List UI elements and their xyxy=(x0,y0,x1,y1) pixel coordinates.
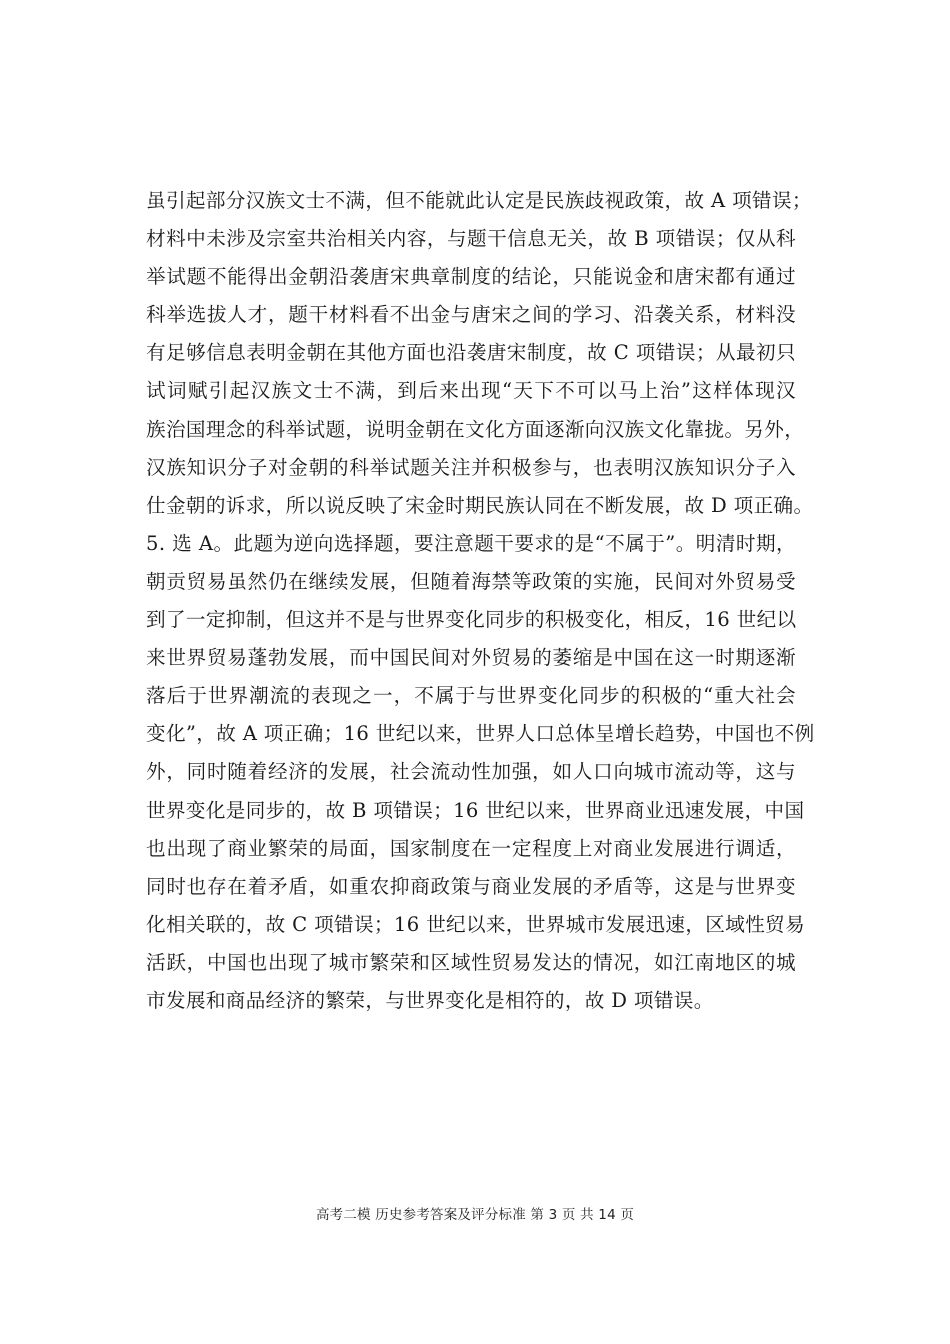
text-line: 材料中未涉及宗室共治相关内容，与题干信息无关，故 B 项错误；仅从科 xyxy=(146,227,796,251)
text-line: 举试题不能得出金朝沿袭唐宋典章制度的结论，只能说金和唐宋都有通过 xyxy=(146,265,796,289)
text-line: 来世界贸易蓬勃发展，而中国民间对外贸易的萎缩是中国在这一时期逐渐 xyxy=(146,646,796,670)
text-line: 市发展和商品经济的繁荣，与世界变化是相符的，故 D 项错误。 xyxy=(146,988,714,1012)
page-footer: 高考二模 历史参考答案及评分标准 第 3 页 共 14 页 xyxy=(315,1207,635,1223)
text-line: 世界变化是同步的，故 B 项错误；16 世纪以来，世界商业迅速发展，中国 xyxy=(146,798,805,822)
text-line: 族治国理念的科举试题，说明金朝在文化方面逐渐向汉族文化靠拢。另外， xyxy=(146,417,805,441)
text-line: 到了一定抑制，但这并不是与世界变化同步的积极变化，相反，16 世纪以 xyxy=(146,608,797,632)
answer-explanation-text xyxy=(146,182,815,1020)
text-line: 变化”，故 A 项正确；16 世纪以来，世界人口总体呈增长趋势，中国也不例 xyxy=(146,722,815,746)
text-line: 活跃，中国也出现了城市繁荣和区域性贸易发达的情况，如江南地区的城 xyxy=(146,950,796,974)
text-line: 有足够信息表明金朝在其他方面也沿袭唐宋制度，故 C 项错误；从最初只 xyxy=(146,341,796,365)
text-line: 科举选拔人才，题干材料看不出金与唐宋之间的学习、沿袭关系，材料没 xyxy=(146,303,796,327)
text-line: 化相关联的，故 C 项错误；16 世纪以来，世界城市发展迅速，区域性贸易 xyxy=(146,912,806,936)
text-line: 汉族知识分子对金朝的科举试题关注并积极参与，也表明汉族知识分子入 xyxy=(146,455,796,479)
text-line: 仕金朝的诉求，所以说反映了宋金时期民族认同在不断发展，故 D 项正确。 xyxy=(146,493,814,517)
text-line: 试词赋引起汉族文士不满，到后来出现“天下不可以马上治”这样体现汉 xyxy=(146,379,796,403)
question-5-answer-line: 5. 选 A。此题为逆向选择题，要注意题干要求的是“不属于”。明清时期， xyxy=(146,531,796,555)
text-line: 落后于世界潮流的表现之一，不属于与世界变化同步的积极的“重大社会 xyxy=(146,684,796,708)
text-line: 同时也存在着矛盾，如重农抑商政策与商业发展的矛盾等，这是与世界变 xyxy=(146,874,796,898)
text-line: 也出现了商业繁荣的局面，国家制度在一定程度上对商业发展进行调适， xyxy=(146,836,796,860)
text-line: 外，同时随着经济的发展，社会流动性加强，如人口向城市流动等，这与 xyxy=(146,760,796,784)
text-line: 虽引起部分汉族文士不满，但不能就此认定是民族歧视政策，故 A 项错误； xyxy=(146,189,812,212)
text-line: 朝贡贸易虽然仍在继续发展，但随着海禁等政策的实施，民间对外贸易受 xyxy=(146,569,796,593)
